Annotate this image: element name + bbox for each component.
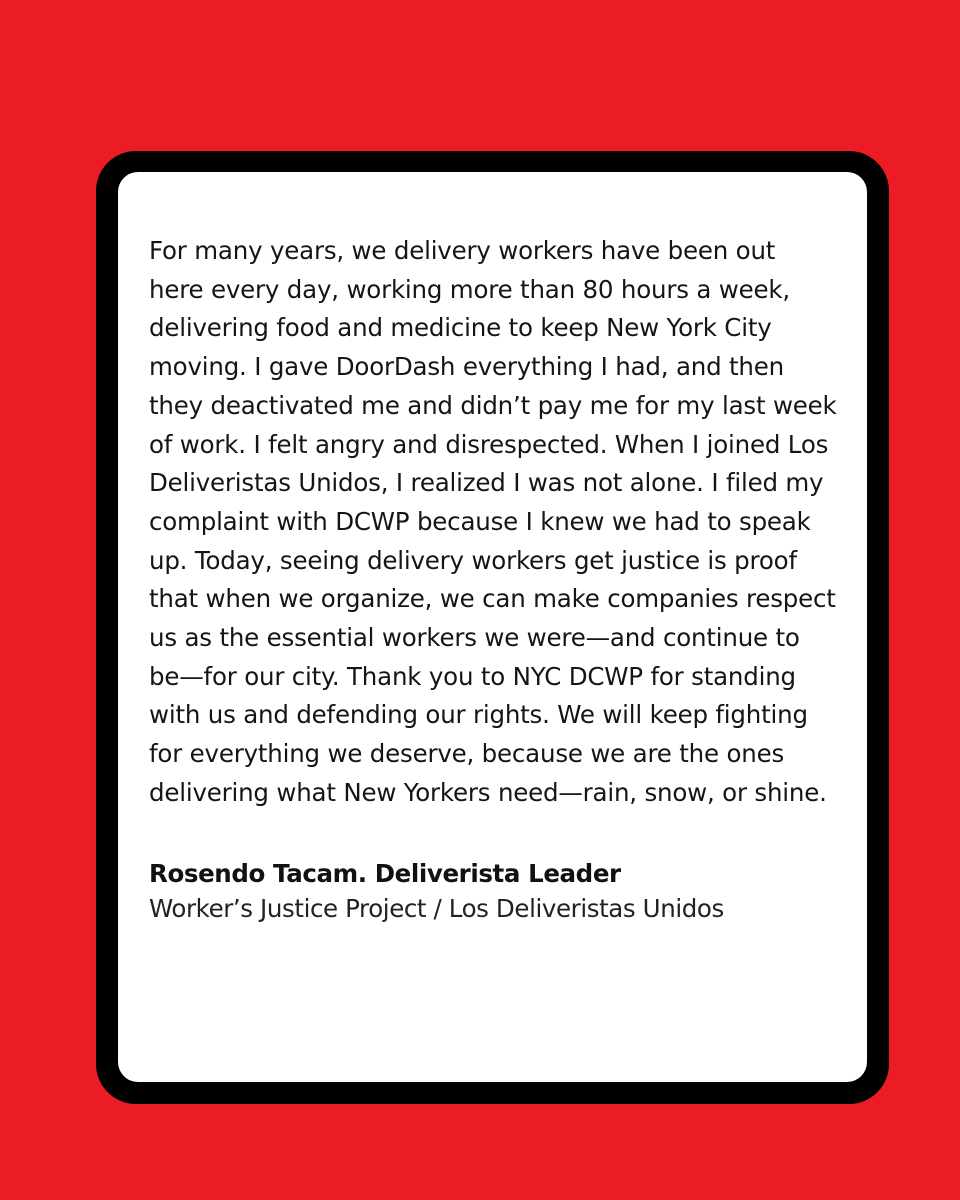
quote-card: [118, 172, 867, 1082]
attribution-organization: Worker’s Justice Project / Los Deliveristas Unidos: [149, 893, 724, 923]
attribution-name: Rosendo Tacam. Deliverista Leader: [149, 858, 621, 888]
quote-text: For many years, we delivery workers have been out here every day, working more than 80 hours a week, delivering food and medicine to keep New York City moving. I gave DoorDash everything I had, and then they deactivated me and didn’t pay me for my last week of work. I felt angry and disrespected. When I joined Los Deliveristas Unidos, I realized I was not alone. I filed my complaint with DCWP because I knew we had to speak up. Today, seeing delivery workers get justice is proof that when we organize, we can make companies respect us as the essential workers we were—and continue to be—for our city. Thank you to NYC DCWP for standing with us and defending our rights. We will keep fighting for everything we deserve, because we are the ones delivering what New Yorkers need—rain, snow, or shine.: [149, 236, 837, 807]
quote-frame: [96, 151, 889, 1104]
attribution: [149, 856, 837, 926]
